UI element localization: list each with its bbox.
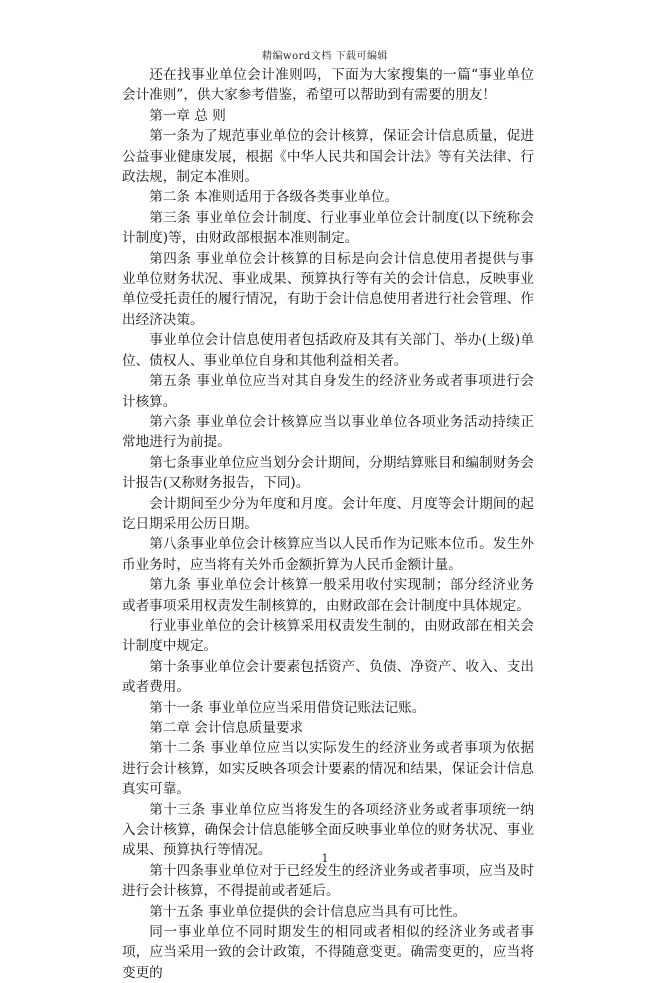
- article-paragraph: 第三条 事业单位会计制度、行业事业单位会计制度(以下统称会计制度)等，由财政部根据本准则制定。: [122, 209, 534, 247]
- article-paragraph: 第七条事业单位应当划分会计期间，分期结算账目和编制财务会计报告(又称财务报告，下同)。: [122, 454, 534, 492]
- article-paragraph: 第十三条 事业单位应当将发生的各项经济业务或者事项统一纳入会计核算，确保会计信息能够全面反映事业单位的财务状况、事业成果、预算执行等情况。: [122, 801, 534, 859]
- article-paragraph: 第九条 事业单位会计核算一般采用收付实现制；部分经济业务或者事项采用权责发生制核算的，由财政部在会计制度中具体规定。: [122, 577, 534, 614]
- article-paragraph: 第四条 事业单位会计核算的目标是向会计信息使用者提供与事业单位财务状况、事业成果、预算执行等有关的会计信息，反映事业单位受托责任的履行情况，有助于会计信息使用者进行社会管理、作出经济决策。: [122, 250, 534, 328]
- article-paragraph: 第十条事业单位会计要素包括资产、负债、净资产、收入、支出或者费用。: [122, 658, 534, 696]
- article-paragraph: 第十二条 事业单位应当以实际发生的经济业务或者事项为依据进行会计核算，如实反映各项会计要素的情况和结果，保证会计信息真实可靠。: [122, 740, 534, 798]
- page-number: 1: [321, 852, 329, 865]
- article-paragraph: 会计期间至少分为年度和月度。会计年度、月度等会计期间的起讫日期采用公历日期。: [122, 495, 534, 532]
- chapter-heading: 第二章 会计信息质量要求: [149, 720, 304, 736]
- article-paragraph: 第五条 事业单位应当对其自身发生的经济业务或者事项进行会计核算。: [122, 373, 534, 410]
- article-paragraph: 第六条 事业单位会计核算应当以事业单位各项业务活动持续正常地进行为前提。: [122, 413, 534, 451]
- article-paragraph: 事业单位会计信息使用者包括政府及其有关部门、举办(上级)单位、债权人、事业单位自身和其他利益相关者。: [122, 332, 534, 369]
- article-paragraph: 第二条 本准则适用于各级各类事业单位。: [149, 189, 399, 206]
- article-paragraph: 同一事业单位不同时期发生的相同或者相似的经济业务或者事项，应当采用一致的会计政策，不得随意变更。确需变更的，应当将变更的: [122, 924, 534, 981]
- article-paragraph: 第八条事业单位会计核算应当以人民币作为记账本位币。发生外币业务时，应当将有关外币金额折算为人民币金额计量。: [122, 536, 534, 573]
- article-paragraph: 第十一条 事业单位应当采用借贷记账法记账。: [149, 699, 426, 716]
- article-paragraph: 第十四条事业单位对于已经发生的经济业务或者事项，应当及时进行会计核算，不得提前或者延后。: [122, 862, 534, 900]
- article-paragraph: 第十五条 事业单位提供的会计信息应当具有可比性。: [149, 903, 467, 920]
- page-header: 精编word文档 下载可编辑: [262, 51, 388, 62]
- chapter-heading: 第一章 总 则: [149, 107, 226, 124]
- document-body: [122, 65, 534, 983]
- intro-paragraph: 还在找事业单位会计准则吗，下面为大家搜集的一篇“事业单位会计准则”，供大家参考借鉴，希望可以帮助到有需要的朋友！: [122, 67, 534, 104]
- article-paragraph: 行业事业单位的会计核算采用权责发生制的，由财政部在相关会计制度中规定。: [122, 617, 534, 655]
- article-paragraph: 第一条为了规范事业单位的会计核算，保证会计信息质量，促进公益事业健康发展，根据《中华人民共和国会计法》等有关法律、行政法规，制定本准则。: [122, 128, 534, 186]
